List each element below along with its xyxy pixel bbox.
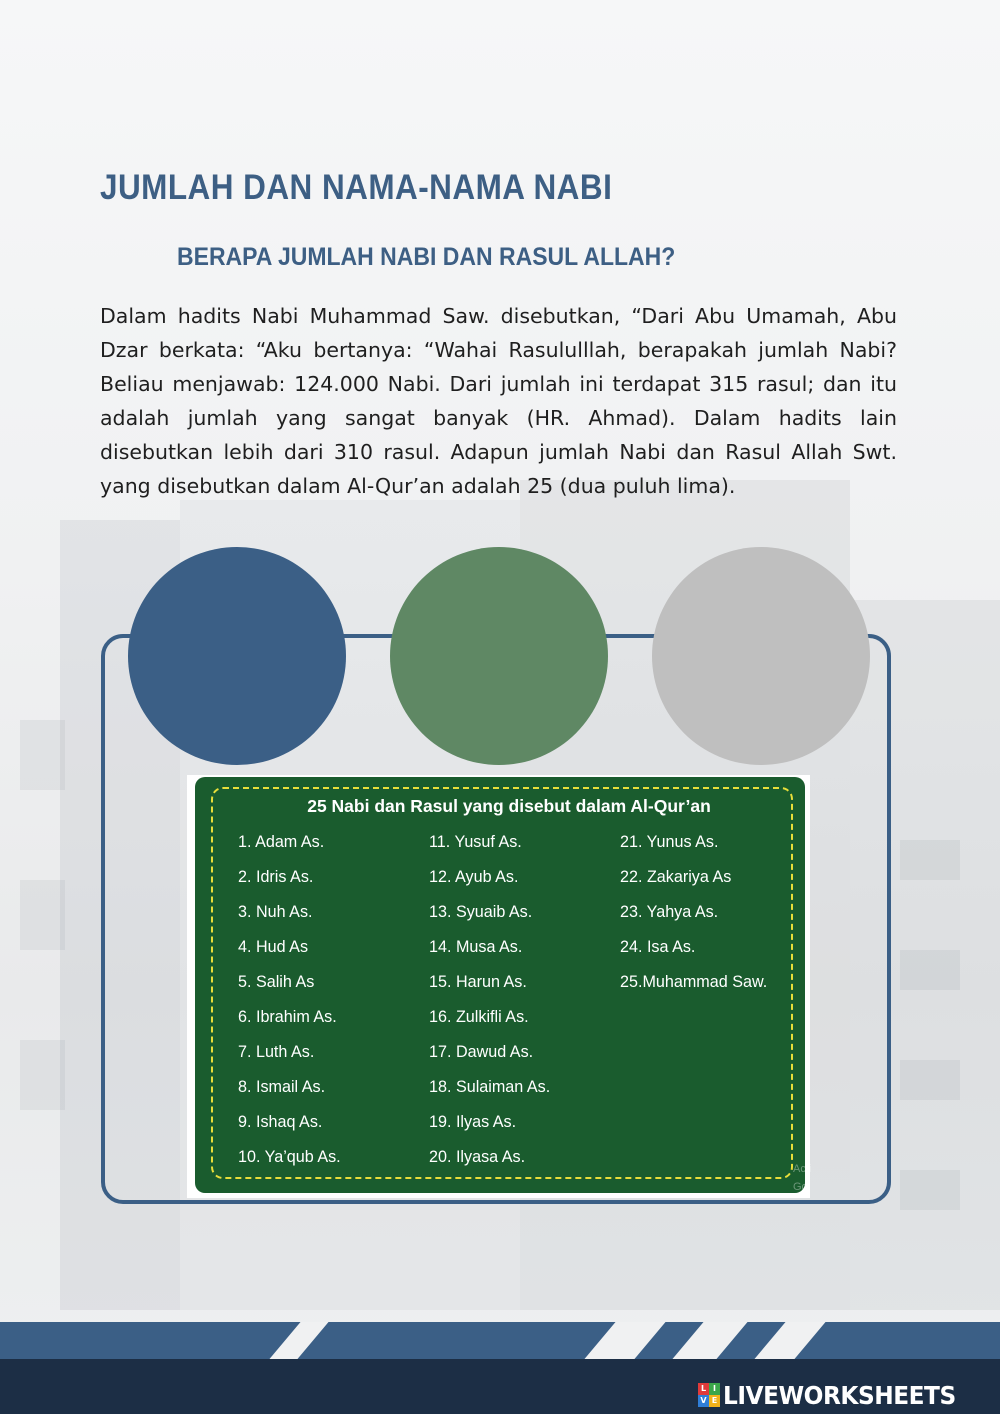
prophets-column-2 [429,832,557,1182]
list-item: 16. Zulkifli As. [429,1007,529,1026]
grey-circle [652,547,870,765]
list-item: 12. Ayub As. [429,867,519,886]
list-item: 10. Ya’qub As. [238,1147,341,1166]
list-item: 21. Yunus As. [620,832,719,851]
section-subtitle: BERAPA JUMLAH NABI DAN RASUL ALLAH? [177,243,676,271]
list-item: 8. Ismail As. [238,1077,326,1096]
list-item: 9. Ishaq As. [238,1112,323,1131]
list-item: 14. Musa As. [429,937,523,956]
list-item: 19. Ilyas As. [429,1112,517,1131]
liveworksheets-brand[interactable] [698,1379,973,1411]
list-item: 24. Isa As. [620,937,696,956]
prophets-column-3 [620,832,775,1007]
prophets-board [187,775,810,1198]
footer-stripe-top [0,1322,1000,1359]
list-item: 1. Adam As. [238,832,325,851]
intro-paragraph: Dalam hadits Nabi Muhammad Saw. disebutkan, “Dari Abu Umamah, Abu Dzar berkata: “Aku bertanya: “Wahai Rasululllah, berapakah jumlah Nabi? Beliau menjawab: 124.000 Nabi. Dari jumlah ini terdapat 315 rasul; dan itu adalah jumlah yang sangat banyak (HR. Ahmad). Dalam hadits lain disebutkan lebih dari 310 rasul. Adapun jumlah Nabi dan Rasul Allah Swt. yang disebutkan dalam Al-Qur’an adalah 25 (dua puluh lima). [100,304,897,498]
board-title: 25 Nabi dan Rasul yang disebut dalam Al-Qur’an [307,796,711,816]
watermark-text: Go [793,1181,808,1193]
list-item: 13. Syuaib As. [429,902,533,921]
list-item: 6. Ibrahim As. [238,1007,337,1026]
list-item: 25.Muhammad Saw. [620,972,768,991]
list-item: 18. Sulaiman As. [429,1077,551,1096]
brand-name: LIVEWORKSHEETS [723,1380,956,1410]
liveworksheets-logo-icon: L I V E [698,1383,720,1407]
blue-circle [128,547,346,765]
list-item: 22. Zakariya As [620,867,732,886]
list-item: 17. Dawud As. [429,1042,534,1061]
list-item: 15. Harun As. [429,972,527,991]
prophets-column-1 [238,832,346,1182]
list-item: 20. Ilyasa As. [429,1147,526,1166]
list-item: 11. Yusuf As. [429,832,522,851]
list-item: 4. Hud As [238,937,309,956]
list-item: 5. Salih As [238,972,315,991]
list-item: 23. Yahya As. [620,902,719,921]
page-title: JUMLAH DAN NAMA-NAMA NABI [100,168,613,207]
watermark-text: Acti [793,1163,812,1175]
chalkboard [195,777,812,1193]
list-item: 7. Luth As. [238,1042,315,1061]
list-item: 3. Nuh As. [238,902,313,921]
green-circle [390,547,608,765]
list-item: 2. Idris As. [238,867,314,886]
